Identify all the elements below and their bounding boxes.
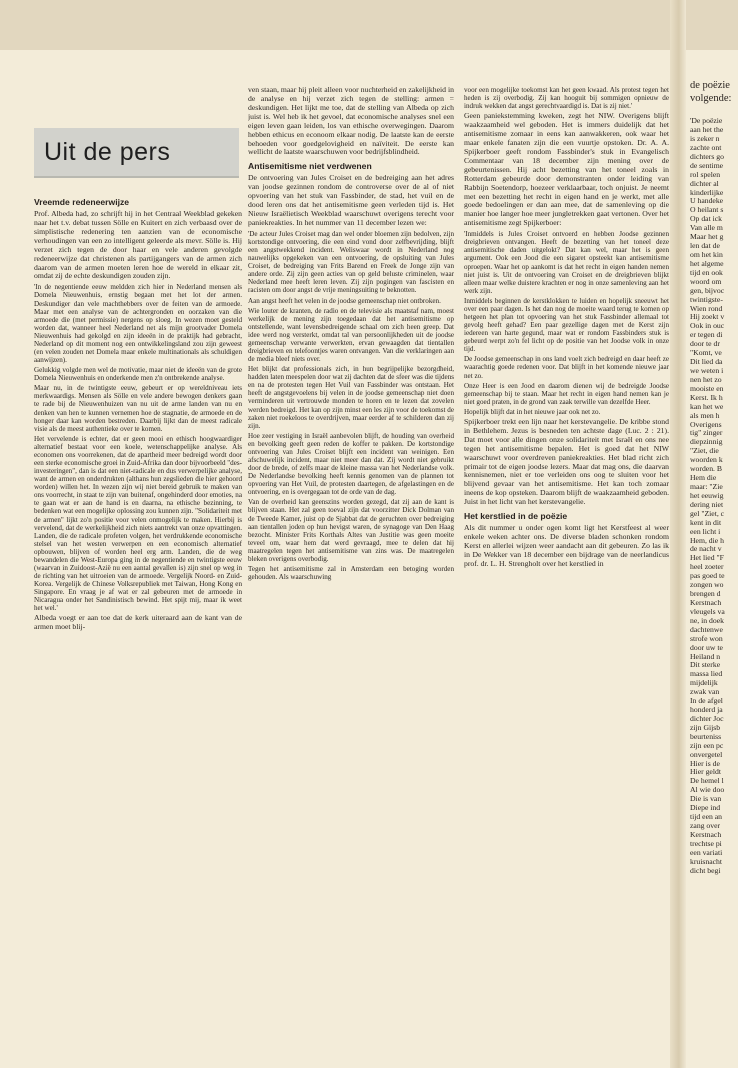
- cropped-line: door te dr: [690, 339, 720, 349]
- cropped-line: Overigens: [690, 419, 722, 429]
- cropped-line: zang over: [690, 821, 721, 831]
- cropped-line: Kerst. Ik h: [690, 392, 723, 402]
- cropped-line: strofe won: [690, 633, 723, 643]
- paragraph: De ontvoering van Jules Croiset en de bedreiging aan het adres van joodse gezinnen rondom de controverse over de al of niet opvoering van het stuk van Fassbinder, de stad, het vuil en de dood leren ons dat het antisemitisme geen verleden tijd is. Het Nieuw Israëlietisch Weekblad waarschuwt overigens terecht voor paniekreakties. In het nummer van 11 december lezen we:: [248, 173, 454, 227]
- paragraph: Als dit nummer u onder ogen komt ligt het Kerstfeest al weer enkele weken achter ons. De diverse bladen schonken rondom Kerst en allerlei wijzen weer aandacht aan dit gebeuren. Zo las ik in De Wekker van 18 december een bijdrage van de neerlandicus prof. dr. L. H. Strengholt over het kerstlied in: [464, 523, 669, 568]
- cropped-line: "Komt, ve: [690, 348, 722, 358]
- quote-paragraph: Gelukkig volgde men wel de motivatie, maar niet de ideeën van de grote Domela Nieuwenhuis en onderkende men z'n ontbrekende analyse.: [34, 366, 242, 383]
- quote-paragraph: Van de overheid kan geenszins worden gezegd, dat zij aan de kant is blijven staan. Het zal geen toeval zijn dat voorzitter Dick Dolman van de Tweede Kamer, juist op de Sjabbat dat de geruchten over bedreiging aan tientallen joden op hun hevigst waren, de synagoge van Den Haag bezocht. Minister Frits Korthals Altes van Justitie was geen moeite teveel om, waar hem dat werd gevraagd, mee te delen dat hij maatregelen tegen het antisemitisme van zins was. De maatregelen bleken overigens overbodig.: [248, 498, 454, 563]
- cropped-line: zwak van: [690, 687, 720, 697]
- cropped-line: als men h: [690, 410, 720, 420]
- column-1: [34, 193, 242, 1025]
- cropped-line: zachte ont: [690, 142, 722, 152]
- cropped-line: de sentime: [690, 160, 724, 170]
- cropped-line: kent in dit: [690, 517, 722, 527]
- paragraph: Albeda voegt er aan toe dat de kerk uiteraard aan de kant van de armen moet blij-: [34, 613, 242, 632]
- cropped-line: Al wie doo: [690, 785, 725, 795]
- cropped-line: kan het we: [690, 401, 724, 411]
- cropped-line: dichter Joc: [690, 713, 724, 723]
- quote-paragraph: Aan angst heeft het velen in de joodse gemeenschap niet ontbroken.: [248, 296, 441, 305]
- cropped-line: om het kin: [690, 250, 723, 260]
- cropped-line: Van alle m: [690, 223, 723, 233]
- cropped-line: er tegen di: [690, 330, 723, 340]
- cropped-line: Kerstnach: [690, 829, 722, 839]
- cropped-line: worden. B: [690, 464, 723, 474]
- cropped-line: we weten i: [690, 366, 724, 375]
- cropped-line: Hem die: [690, 473, 717, 483]
- heading-antisemitisme: Antisemitisme niet verdwenen: [248, 161, 372, 172]
- quote-paragraph: Hoe zeer vestiging in Israël aanbevolen blijft, de houding van overheid en bevolking geeft geen reden de koffer te pakken. De kortstondige ontvoering van Jules Croiset blijft een incident van weinigen. Een afschuwelijk incident, maar niet meer dan dat. Zij wordt niet gebruikt door de brede, of zelfs maar de kleine massa van het Nederlandse volk. De Nederlandse bevolking heeft kennis genomen van de plannen tot opvoering van Het Vuil, de protesten daartegen, de afgelastingen en de ontvoering, en is overgegaan tot de orde van de dag.: [248, 431, 454, 497]
- cropped-line: Diepe ind: [690, 803, 721, 813]
- cropped-line: O heilant s: [690, 205, 724, 215]
- cropped-line: kruisnacht: [690, 856, 723, 866]
- cropped-line: tijd een an: [690, 812, 723, 822]
- cropped-line: dicht begi: [690, 865, 721, 875]
- cropped-line: gen, bijvoc: [690, 285, 725, 295]
- cropped-line: Hem, die h: [690, 535, 724, 545]
- cropped-line: onvergetel: [690, 749, 723, 759]
- cropped-line: Dit lied da: [690, 357, 723, 367]
- heading-kerstlied: Het kerstlied in de poëzie: [464, 511, 568, 522]
- cropped-line: rol spelen: [690, 169, 721, 179]
- quote-paragraph: 'In de negentiende eeuw meldden zich hier in Nederland mensen als Domela Nieuwenhuis, ernstig begaan met het lot der armen. Deskundiger dan vele machthebbers over de feiten van de armoede. Maar met een analyse van de achtergronden en oorzaken van die armoede die (met permissie) nergens op sloeg. In wezen moet gesteld worden dat, wanneer heel Nederland net als mijn grootvader Domela Nieuwenhuis had gekolgd en zijn ideeën in de praktijk had gebracht, Nederland op dit moment nog een ontwikkelingsland zou zijn geweest (en velen zouden net Domela maar enkele multinationals als schuldigen aanwijzen).: [34, 283, 242, 365]
- cropped-line: tig" zinger: [690, 428, 723, 438]
- section-title: Uit de pers: [44, 138, 171, 166]
- quote-paragraph: Het blijkt dat professionals zich, in hun begrijpelijke bezorgdheid, hadden laten meespelen door wat zij dachten dat de sfeer was die tijdens en na de protesten tegen Het Vuil van Fassbinder was ontstaan. Het heeft de angstgevoelens bij velen in de joodse gemeenschap niet doen verminderen uit vertrouwde monden te horen en te lezen dat zovelen werden bedreigd. Het kan op zijn minst een les zijn voor de toekomst de zaken niet roekeloos te overdrijven, maar eerder af te schilderen dan zij zijn.: [248, 365, 454, 430]
- cropped-line: Het lied "F: [690, 553, 724, 563]
- cropped-line: door uw te: [690, 642, 723, 652]
- cropped-line: Op dat ick: [690, 214, 723, 224]
- cropped-line: trechtse pi: [690, 838, 722, 848]
- quote-paragraph: Inmiddels beginnen de kerstklokken te luiden en hopelijk sneeuwt het over een paar dagen. Is het dan nog de moeite waard terug te komen op hetgeen het plan tot opvoering van het stuk Fassbinder allemaal tot gevolg heeft gehad? Een paar gezellige dagen met de Kerst zijn iedereen van harte gegund, maar wat er rondom Fassbinders stuk is gebeurd werpt zo'n fel licht op de positie van het Joodse volk in onze tijd.: [464, 296, 669, 354]
- cropped-line: aan het the: [690, 125, 724, 135]
- cropped-line: is zeker n: [690, 134, 720, 144]
- cropped-line: ne, in doek: [690, 615, 724, 625]
- cropped-line: Heiland n: [690, 651, 721, 661]
- cropped-line: nen het zo: [690, 374, 722, 384]
- cropped-line: zongen wo: [690, 580, 724, 590]
- cropped-line: In de afgel: [690, 696, 723, 706]
- cropped-line: beurteniss: [690, 731, 722, 741]
- cropped-line: diepzinnig: [690, 437, 723, 447]
- cropped-line: Dit sterke: [690, 660, 721, 670]
- cropped-line: gel "Ziet, c: [690, 508, 725, 518]
- column-4-cropped: [690, 80, 738, 1030]
- page-spine-shadow: [670, 0, 686, 1068]
- cropped-line: Kerstnach: [690, 597, 722, 607]
- cropped-line: zijn een pc: [690, 740, 724, 750]
- cropped-line: De hemel l: [690, 776, 724, 786]
- paragraph: Prof. Albeda had, zo schrijft hij in het Centraal Weekblad gekeken naar het t.v. debat tussen Sölle en Kuitert en zich verbaasd over de simplistische redenering ten aanzien van de economische verhoudingen van een zo intelligent geleerde als mevr. Sölle is. Hij verzet zich tegen de door haar en vele anderen gevolgde redeneerwijze dat christenen als partijgangers van de armen zich daarom van de armen moeten leren hoe de wereld in elkaar zit, omdat zij de echte deskundigen zouden zijn.: [34, 208, 242, 281]
- column-3: [464, 86, 669, 1046]
- cropped-line: het eeuwig: [690, 490, 724, 500]
- cropped-line: mijdelijk: [690, 678, 718, 688]
- cropped-line: heel zoeter: [690, 562, 724, 572]
- paragraph: Geen paniekstemming kweken, zegt het NIW. Overigens blijft waakzaamheid wel geboden. Het is immers duidelijk dat het antisemitisme zomaar in eens kan aanwakkeren, ook waar het maar enkele fanaten zijn die een vuurtje opstoken. Dr. A. A. Spijkerboer geeft rondom Fassbinder's stuk in Evangelisch Commentaar van 18 december zijn mening over de gebeurtenissen. Hij acht bezetting van het toneel zoals in Rotterdam gebeurde door demonstranten onder leiding van Rabbijn Soetendorp, hoezeer verklaarbaar, toch onjuist. Je neemt met een bezetting het recht in eigen hand en je werkt, met alle goede bedoelingen er dan aan mee, dat de samenleving op die manier hoe langer hoe meer jungletrekken gaat vertonen. Over het antisemitisme zegt Spijkerboer:: [464, 111, 669, 228]
- quote-paragraph: Het vervelende is echter, dat er geen mooi en ethisch hoogwaardiger alternatief bestaat voor een koele, wetenschappelijke analyse. Als economen ons voorrekenen, dat de apartheid meer bedreigd wordt door een sterke economische groei in Zuid-Afrika dan door bijvoorbeeld "des-investeringen", dan is dat een niet-radicale en dus verwerpelijke analyse, want de armen en onderdrukten (althans hun zegslieden die hier gehoord worden) willen het. In wezen zijn wij niet bereid gebruik te maken van ons voorrecht, in staat te zijn van buitenaf, ongehinderd door emoties, na te gaan wat er aan de hand is en daarna, na ethische bezinning, te bedenken wat een mogelijke oplossing zou kunnen zijn. "Solidariteit met de armen" lijkt zo'n positie voor velen onmogelijk te maken. Hierbij is vervelend, dat de werkelijkheid zich niets aantrekt van onze opvattingen. Landen, die de radicale profeten volgen, het verdrukkende economische stelsel van het westen verwerpen en een economisch alternatief opbouwen, blijven of worden heel erg arm. Landen, die de weg bewandelen die West-Europa ging in de negentiende en twintigste eeuw (waarvan in Zuidoost-Azië nu een aantal gevallen is) zijn snel op weg in de richting van het uitroeien van de armoede. Vergelijk Noord- en Zuid-Korea. Vergelijk de Chinese Volksrepubliek met Taiwan, Hong Kong en Singapore. En vraag je af wat er zal gebeuren met de armoede in Nicaragua onder het Sandinistisch bewind. Het spijt mij, maar ik weet het wel.': [34, 434, 242, 613]
- page-top-shade: [0, 0, 738, 50]
- cropped-line: dichters go: [690, 151, 724, 161]
- cropped-line: Ook in ouc: [690, 321, 725, 331]
- cropped-line: 'De poëzie: [690, 116, 723, 126]
- cropped-line: volgende:: [690, 92, 732, 104]
- cropped-line: Hier is de: [690, 758, 720, 768]
- cropped-line: Hier geldt: [690, 767, 721, 777]
- cropped-line: kinderlijke: [690, 187, 724, 197]
- cropped-line: maar: "Zie: [690, 481, 723, 491]
- cropped-line: woorden k: [690, 455, 723, 465]
- quote-paragraph: Wie louter de kranten, de radio en de televisie als maatstaf nam, moest werkelijk de mening zijn toegedaan dat het antisemitisme op ontstellende, want levensbedreigende schaal om zich heen greep. Dat idee werd nog versterkt, omdat tal van persoonlijkheden uit de joodse gemeenschap verwante verwerkten, ervan gewaagden dat tientallen dreigbrieven en telefoontjes waren ontvangen. Van die verklaringen aan de media bleef niets over.: [248, 306, 454, 364]
- column-2: [248, 86, 454, 1026]
- quote-paragraph: De Joodse gemeenschap in ons land voelt zich bedreigd en daar heeft ze waarachtig goede redenen voor. Dat blijft in het komende nieuwe jaar net zo.: [464, 355, 669, 380]
- cropped-lines: [690, 117, 738, 875]
- cropped-line: brengen d: [690, 589, 721, 599]
- cropped-line: een licht i: [690, 526, 721, 536]
- cropped-line: een variati: [690, 847, 723, 857]
- cropped-line: len dat de: [690, 241, 720, 251]
- cropped-line: Maar het g: [690, 232, 724, 242]
- cropped-line: honderd ja: [690, 705, 723, 715]
- cropped-line: het algeme: [690, 258, 724, 268]
- cropped-line: dachtenwe: [690, 624, 723, 634]
- quote-paragraph: Tegen het antisemitisme zal in Amsterdam een betoging worden gehouden. Als waarschuwing: [248, 565, 454, 582]
- cropped-line: vleugels va: [690, 606, 725, 616]
- cropped-line: Hij zoekt v: [690, 312, 725, 322]
- cropped-line: pas goed te: [690, 571, 725, 581]
- cropped-line: de poëzie: [690, 80, 730, 91]
- section-header-box: [34, 128, 239, 178]
- quote-paragraph: 'Inmiddels is Jules Croiset ontvoerd en hebben Joodse gezinnen dreigbrieven ontvangen. Heeft de bezetting van het toneel deze antisemitische daden uitgelokt? Dat kan wel, maar het is geen argument. Ook een Jood die een sigaret opsteekt kan antisemitisme oproepen. Waar het op aankomt is dat het recht in eigen handen nemen niet juist is. Uit de ontvoering van Croiset en de dreigbrieven blijkt alleen maar welke duistere krachten er nog in onze samenleving aan het werk zijn.: [464, 230, 669, 295]
- cropped-line: de nacht v: [690, 544, 722, 554]
- paragraph: Spijkerboer trekt een lijn naar het kerstevangelie. De kribbe stond in Bethlehem. Jezus is besneden ten achtste dage (Luc. 2 : 21). Dat moet voor alle dingen onze solidariteit met Israël en ons nee tegen het antisemitisme bepalen. Het is goed dat het NIW waarschuwt voor overdreven paniekreakties. Het blad richt zich primair tot de eigen joodse lezers. Maar dat mag ons, die daarvan kennisnemen, niet er toe verleiden ons oog te sluiten voor het blijvend gevaar van het antisemitisme. Het kan toch zomaar ineens de kop opsteken. Daarom blijft de waakzaamheid geboden. Juist in het licht van het kerstevangelie.: [464, 416, 669, 507]
- cropped-line: U handeke: [690, 196, 724, 206]
- paragraph: ven staan, maar hij pleit alleen voor nuchterheid en zakelijkheid in de analyse en hij verzet zich tegen de stelling: armen = deskundigen. Het lijkt me toe, dat de stelling van Albeda op zich juist is. Wel heb ik het gevoel, dat economische analyses snel een eigen leven gaan leiden, los van ethische overwegingen. Daarom hebben ethicus en econoom elkaar nodig. De laatste kan de eerste behoeden voor goedgelovigheid en naïviteit. De eerste kan wellicht de laatste waarschuwen voor bedrijfsblindheid.: [248, 86, 454, 157]
- quote-paragraph: voor een mogelijke toekomst kan het geen kwaad. Als protest tegen het heden is zij overbodig. Zij kan hooguit bij sommigen opnieuw de indruk wekken dat angst gerechtvaardigd is. Dat is zij niet.': [464, 86, 669, 111]
- cropped-line: tijd en ook: [690, 267, 723, 277]
- cropped-line: "Ziet, die: [690, 446, 719, 456]
- cropped-line: twintigste-: [690, 294, 723, 304]
- cropped-line: woord om: [690, 276, 722, 286]
- cropped-line: Wien rond: [690, 303, 723, 313]
- cropped-line: massa lied: [690, 669, 723, 679]
- cropped-line: mooiste en: [690, 383, 724, 393]
- cropped-line: dichter al: [690, 178, 719, 188]
- quote-paragraph: Hopelijk blijft dat in het nieuwe jaar ook net zo.: [464, 407, 601, 416]
- quote-paragraph: Maar nu, in de twintigste eeuw, gebeurt er op wereldniveau iets merkwaardigs. Mensen als Sölle en vele andere bewogen denkers gaan te rade bij de Nieuwenhuizen van nu uit de arme landen van nu en denken van hen te kunnen vernemen hoe de stagnatie, de armoede en de honger daar kan worden bestreden. Daarbij lijkt dan de meest radicale visie als de meest authentieke over te komen.: [34, 384, 242, 433]
- quote-paragraph: Onze Heer is een Jood en daarom dienen wij de bedreigde Joodse gemeenschap bij te staan. Maar het recht in eigen hand nemen kan je niet goed praten, in de grond van zaak terwille van dezelfde Heer.: [464, 381, 669, 406]
- cropped-line: Die is van: [690, 794, 722, 804]
- cropped-line: dering niet: [690, 499, 724, 509]
- quote-paragraph: 'De acteur Jules Croiset mag dan wel onder bloemen zijn bedolven, zijn kortstondige ontvoering, die een eind vond door zelfbevrijding, blijft een angstwekkend incident. Weliswaar wordt in Nederland nog nauwelijks opgekeken van een ontvoering, de opsluiting van Jules Croiset, de bedreiging van Frits Barend en Freek de Jonge zijn van andere orde. Zij zijn geen acties van op geld beluste criminelen, waar Nederland mee heeft leren leven. Zij zijn pogingen van fascisten en racisten om door angst de vrije meningsuiting te beknotten.: [248, 229, 454, 295]
- heading-vreemde-redeneerwijze: Vreemde redeneerwijze: [34, 197, 130, 207]
- cropped-line: zijn Gijsb: [690, 722, 721, 732]
